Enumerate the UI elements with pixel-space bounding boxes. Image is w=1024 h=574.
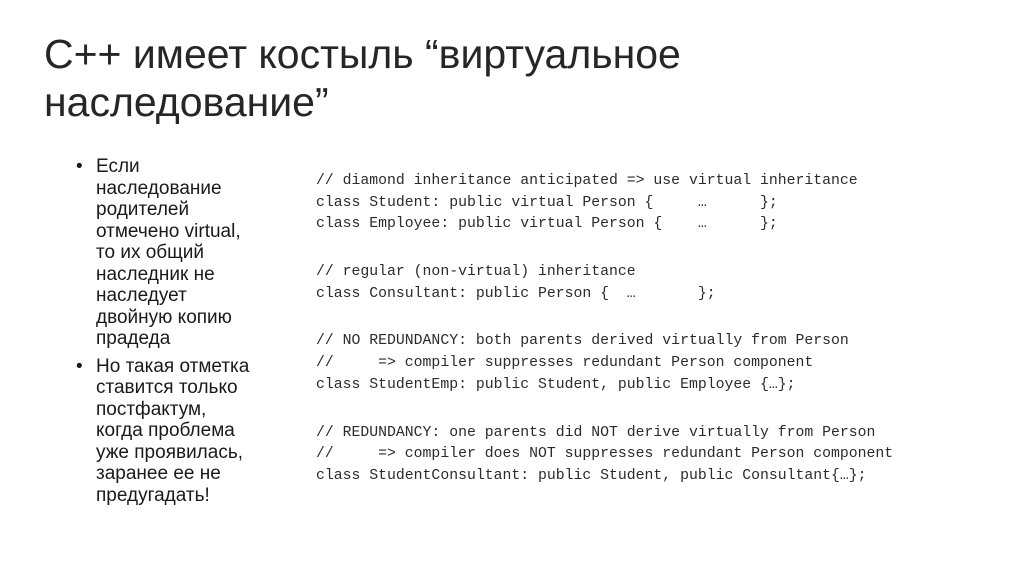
bullet-line: Если <box>96 156 140 177</box>
bullet-line: наследник не <box>96 263 215 285</box>
code-line: class Consultant: public Person { … }; <box>316 285 716 302</box>
bullet-line: постфактум, <box>96 398 207 420</box>
code-comment: // => compiler suppresses redundant Person component <box>316 355 814 372</box>
bullet-line: прадеда <box>96 328 171 349</box>
bullet-list <box>72 156 294 512</box>
code-group-regular <box>316 262 996 305</box>
slide-title-line-2: наследование” <box>44 79 329 125</box>
bullet-line: то их общий <box>96 242 205 263</box>
bullet-line: наследует <box>96 285 187 306</box>
bullet-dot-icon: • <box>76 355 83 377</box>
slide-title <box>44 30 984 126</box>
bullet-item <box>72 156 294 350</box>
bullet-line: когда проблема <box>96 420 235 441</box>
code-line: class StudentConsultant: public Student, public Consultant{…}; <box>316 467 867 484</box>
bullet-line: наследование <box>96 177 222 199</box>
code-group-virtual <box>316 171 996 236</box>
bullet-line: уже проявилась, <box>96 441 244 463</box>
bullet-line: предугадать! <box>96 484 210 506</box>
code-comment: // diamond inheritance anticipated => use virtual inheritance <box>316 173 858 189</box>
code-group-no-redundancy <box>316 331 996 396</box>
slide-title-line-1: C++ имеет костыль “виртуальное <box>44 31 681 77</box>
code-comment: // regular (non-virtual) inheritance <box>316 264 636 281</box>
bullet-line: заранее ее не <box>96 463 221 484</box>
bullet-line: родителей <box>96 199 190 220</box>
code-line: class Employee: public virtual Person { … }; <box>316 216 778 233</box>
bullet-line: ставится только <box>96 377 238 398</box>
code-snippet <box>316 171 996 514</box>
code-line: class Student: public virtual Person { … }; <box>316 194 778 211</box>
bullet-item <box>72 356 294 507</box>
bullet-line: двойную копию <box>96 306 232 328</box>
bullet-dot-icon: • <box>76 156 83 177</box>
code-group-redundancy <box>316 423 996 488</box>
code-comment: // => compiler does NOT suppresses redundant Person component <box>316 446 894 463</box>
bullet-line: Но такая отметка <box>96 355 250 377</box>
bullet-line: отмечено virtual, <box>96 220 241 242</box>
code-line: class StudentEmp: public Student, public Employee {…}; <box>316 376 796 393</box>
code-comment: // REDUNDANCY: one parents did NOT derive virtually from Person <box>316 424 876 441</box>
code-comment: // NO REDUNDANCY: both parents derived virtually from Person <box>316 333 849 350</box>
